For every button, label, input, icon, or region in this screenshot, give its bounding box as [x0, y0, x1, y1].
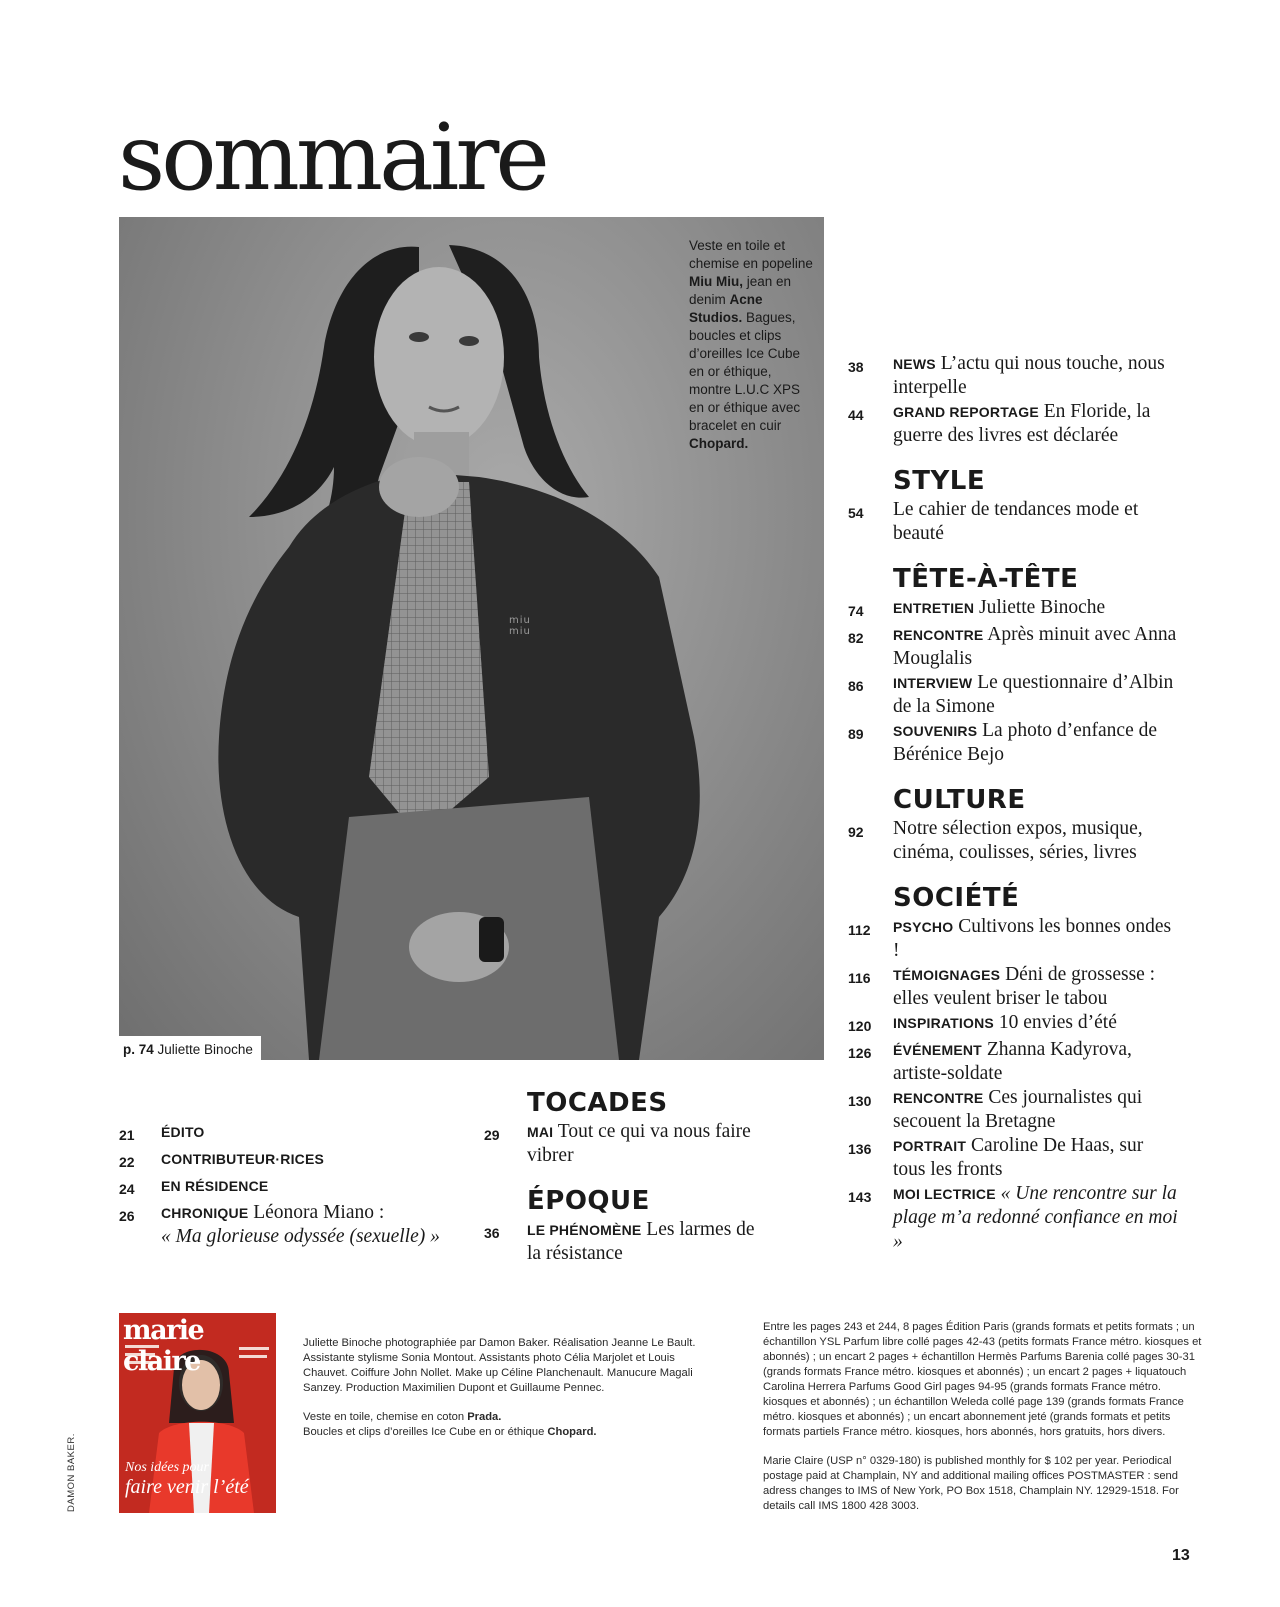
page-number-ref: 22 [119, 1154, 135, 1170]
page-number-ref: 24 [119, 1181, 135, 1197]
credit-brand: Acne Studios. [689, 292, 763, 325]
photographer-credit-vertical: DAMON BAKER. [66, 1433, 77, 1512]
page-number-ref: 92 [848, 824, 864, 840]
cover-credits-outfit [303, 1410, 698, 1425]
credit-brand: Chopard. [689, 436, 749, 451]
toc-middle-column [484, 1088, 764, 1266]
jacket-logo: miu miu [509, 615, 531, 637]
entry-keyword: RENCONTRE [893, 1090, 984, 1106]
entry-keyword: INTERVIEW [893, 675, 973, 691]
entry-quote: « Une rencontre sur la plage m’a redonné confiance en moi » [893, 1183, 1178, 1252]
page-number-ref: 74 [848, 603, 864, 619]
marie-claire-logo: marie claire [123, 1315, 204, 1377]
entry-keyword: CONTRIBUTEUR·RICES [161, 1151, 325, 1167]
toc-right-column [848, 352, 1178, 1254]
toc-left-column [119, 1120, 459, 1249]
toc-entry[interactable] [848, 1011, 1178, 1038]
entry-text: Caroline De Haas, sur tous les fronts [893, 1135, 1144, 1180]
entry-text: Notre sélection expos, musique, cinéma, coulisses, séries, livres [893, 818, 1143, 863]
entry-keyword: ÉVÉNEMENT [893, 1042, 982, 1058]
page-title: sommaire [118, 104, 546, 211]
section-heading-epoque: ÉPOQUE [527, 1186, 650, 1216]
magazine-cover-thumbnail [119, 1313, 276, 1513]
entry-keyword: RENCONTRE [893, 627, 984, 643]
cover-credits [303, 1336, 698, 1440]
entry-keyword: TÉMOIGNAGES [893, 967, 1001, 983]
toc-entry[interactable] [119, 1147, 459, 1174]
entry-keyword: MOI LECTRICE [893, 1186, 996, 1202]
cover-credits-jewelry [303, 1425, 698, 1440]
page-number-ref: 136 [848, 1141, 872, 1157]
page-number-ref: 116 [848, 970, 871, 986]
cover-headline [125, 1460, 249, 1499]
toc-entry[interactable] [848, 963, 1178, 1011]
edition-note-text: Entre les pages 243 et 244, 8 pages Édition Paris (grands formats et petits formats ; un échantillon YSL Parfum libre collé pages 42-43 (petits formats France métro. kiosques et abonnés) ; un encart 2 pages + échantillon Hermès Parfums Barenia collé pages 30-31 (grands formats France métro. kiosques et abonnés) ; un encart 2 pages + liquatouch Carolina Herrera Parfums Good Girl pages 94-95 (grands formats France métro. kiosques et abonnés) ; un échantillon Weleda collé page 139 (grands formats France métro. kiosques et abonnés) ; un encart abonnement jeté (grands formats et petits formats partiels France métro. kiosques, hors abonnés, hors gratuits, hors divers. [763, 1321, 1202, 1438]
outfit-text: Veste en toile, chemise en coton [303, 1411, 468, 1423]
credit-line: Bagues, boucles et clips d’oreilles Ice Cube en or éthique, montre L.U.C XPS en or éthique avec bracelet en cuir [689, 310, 801, 433]
toc-entry[interactable] [848, 400, 1178, 448]
photo-caption [119, 1036, 261, 1060]
entry-text: Le cahier de tendances mode et beauté [893, 499, 1139, 544]
entry-keyword: LE PHÉNOMÈNE [527, 1222, 642, 1238]
entry-keyword: ENTRETIEN [893, 600, 975, 616]
page-number-ref: 86 [848, 678, 864, 694]
toc-entry[interactable] [848, 817, 1178, 865]
toc-entry[interactable] [848, 1134, 1178, 1182]
outfit-brand: Prada. [467, 1411, 502, 1423]
toc-entry[interactable] [119, 1120, 459, 1147]
cover-credits-paragraph: Juliette Binoche photographiée par Damon Baker. Réalisation Jeanne Le Bault. Assistante stylisme Sonia Montout. Assistants photo Célia Marjolet et Louis Chauvet. Coiffure John Nollet. Make up Céline Planchenault. Manucure Magali Sanzey. Production Maximilien Dupont et Guillaume Pennec. [303, 1337, 696, 1394]
entry-keyword: INSPIRATIONS [893, 1015, 994, 1031]
page-number-ref: 82 [848, 630, 864, 646]
photo-credit [689, 237, 814, 453]
toc-entry[interactable] [848, 352, 1178, 400]
credit-line: jean en denim [689, 274, 792, 307]
page-number-ref: 21 [119, 1127, 135, 1143]
toc-entry[interactable] [848, 623, 1178, 671]
toc-entry[interactable] [484, 1218, 764, 1266]
entry-text: Léonora Miano : [248, 1202, 385, 1223]
section-heading-culture: CULTURE [893, 785, 1026, 815]
page-number: 13 [1172, 1547, 1190, 1564]
entry-text: Zhanna Kadyrova, artiste-soldate [893, 1039, 1132, 1084]
entry-text: Après minuit avec Anna Mouglalis [893, 624, 1177, 669]
page-number-ref: 29 [484, 1127, 500, 1143]
entry-text: Ces journalistes qui secouent la Bretagne [893, 1087, 1143, 1132]
page-number-ref: 143 [848, 1189, 872, 1205]
entry-keyword: ÉDITO [161, 1124, 205, 1140]
entry-keyword: CHRONIQUE [161, 1205, 249, 1221]
page-number-ref: 36 [484, 1225, 500, 1241]
entry-keyword: EN RÉSIDENCE [161, 1178, 269, 1194]
toc-entry[interactable] [848, 915, 1178, 963]
entry-keyword: MAI [527, 1124, 554, 1140]
cover-photo [119, 217, 824, 1060]
toc-entry[interactable] [848, 1086, 1178, 1134]
entry-text: Le questionnaire d’Albin de la Simone [893, 672, 1174, 717]
toc-entry[interactable] [484, 1120, 764, 1168]
toc-entry[interactable] [848, 671, 1178, 719]
page-number-ref: 44 [848, 407, 864, 423]
toc-entry[interactable] [848, 498, 1178, 546]
entry-text: L’actu qui nous touche, nous interpelle [893, 353, 1165, 398]
page-number-ref: 112 [848, 922, 871, 938]
cover-headline-line: faire venir l’été [125, 1476, 249, 1498]
credit-brand: Miu Miu, [689, 274, 743, 289]
entry-keyword: NEWS [893, 356, 936, 372]
toc-entry[interactable] [848, 1182, 1178, 1254]
section-heading-societe: SOCIÉTÉ [893, 883, 1020, 913]
section-heading-style: STYLE [893, 466, 986, 496]
toc-entry[interactable] [119, 1201, 459, 1249]
entry-text: La photo d’enfance de Bérénice Bejo [893, 720, 1158, 765]
usps-note-text: Marie Claire (USP n° 0329-180) is published monthly for $ 102 per year. Periodical postage paid at Champlain, NY and additional mailing offices POSTMASTER : send adress changes to IMS of New York, PO Box 1518, Champlain NY. 12929-1518. For details call IMS 1800 428 3003. [763, 1455, 1179, 1512]
page-number-ref: 26 [119, 1208, 135, 1224]
toc-entry[interactable] [119, 1174, 459, 1201]
entry-text: Les larmes de la résistance [527, 1219, 755, 1264]
toc-entry[interactable] [848, 719, 1178, 767]
caption-name: Juliette Binoche [157, 1042, 253, 1057]
jewelry-text: Boucles et clips d’oreilles Ice Cube en or éthique [303, 1426, 548, 1438]
page-number-ref: 126 [848, 1045, 872, 1061]
entry-text: En Floride, la guerre des livres est déclarée [893, 401, 1151, 446]
entry-quote: « Ma glorieuse odyssée (sexuelle) » [161, 1226, 440, 1247]
credit-line: Veste en toile et chemise en popeline [689, 238, 813, 271]
entry-keyword: PORTRAIT [893, 1138, 967, 1154]
entry-keyword: GRAND REPORTAGE [893, 404, 1039, 420]
entry-text: Juliette Binoche [974, 597, 1106, 618]
entry-text: 10 envies d’été [993, 1012, 1117, 1033]
page-number-ref: 120 [848, 1018, 872, 1034]
entry-text: Tout ce qui va nous faire vibrer [527, 1121, 751, 1166]
jewelry-brand: Chopard. [547, 1426, 597, 1438]
caption-page: p. 74 [123, 1042, 154, 1057]
page-number-ref: 54 [848, 505, 864, 521]
entry-text: Cultivons les bonnes ondes ! [893, 916, 1172, 961]
entry-keyword: SOUVENIRS [893, 723, 978, 739]
entry-text: Déni de grossesse : elles veulent briser le tabou [893, 964, 1156, 1009]
page-number-ref: 89 [848, 726, 864, 742]
entry-keyword: PSYCHO [893, 919, 954, 935]
page-number-ref: 38 [848, 359, 864, 375]
page-number-ref: 130 [848, 1093, 872, 1109]
toc-entry[interactable] [848, 596, 1178, 623]
edition-note [763, 1320, 1203, 1514]
toc-entry[interactable] [848, 1038, 1178, 1086]
cover-headline-line: Nos idées pour [125, 1460, 209, 1475]
section-heading-tocades: TOCADES [527, 1088, 668, 1118]
section-heading-tete-a-tete: TÊTE-À-TÊTE [893, 564, 1079, 594]
